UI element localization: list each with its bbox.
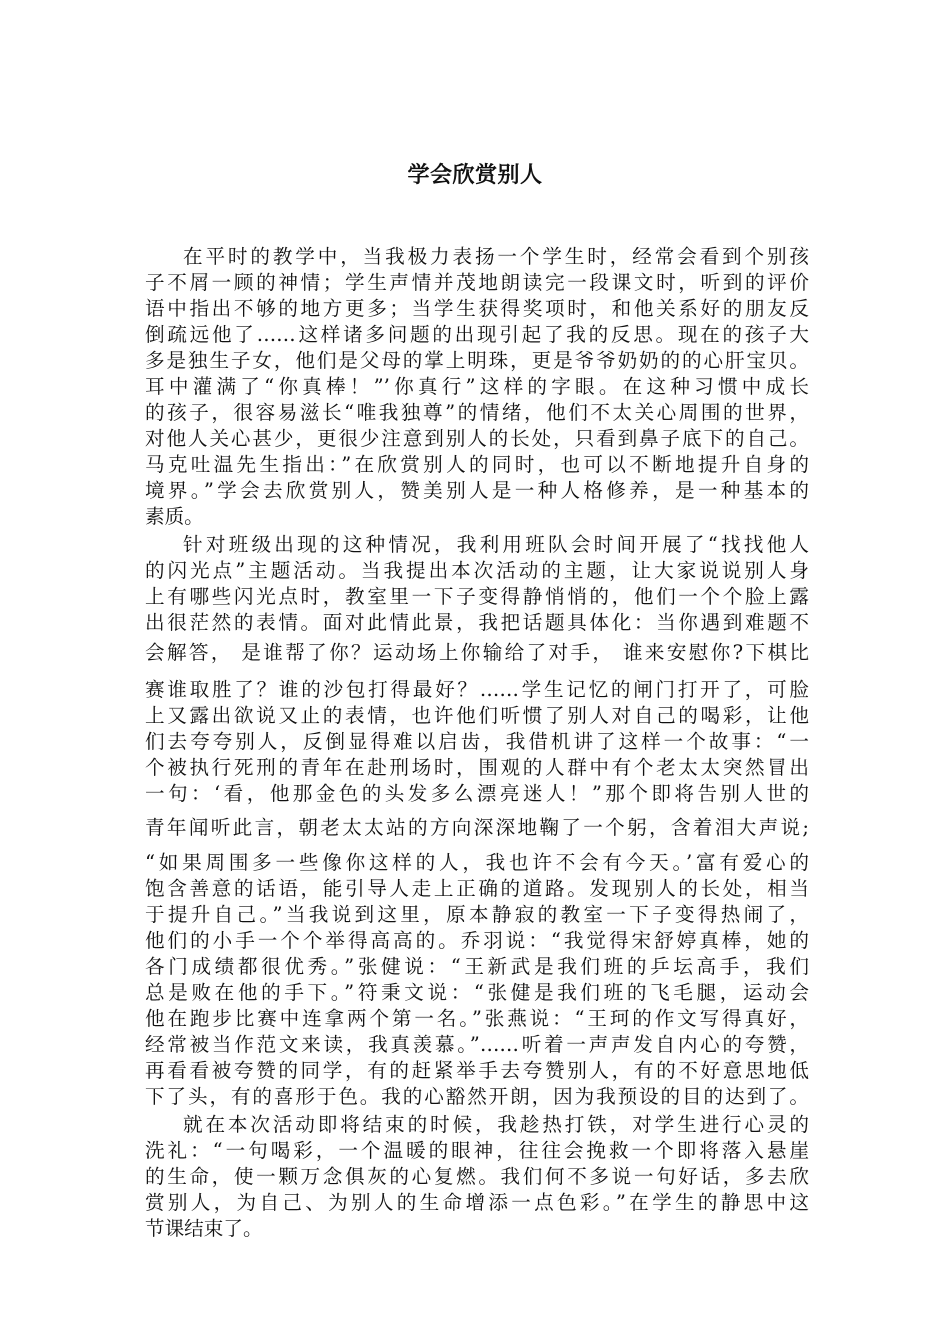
text-line: 的孩子，很容易滋长“唯我独尊”的情绪，他们不太关心周围的世界， bbox=[145, 401, 809, 424]
text-line: 节课结束了。 bbox=[145, 1217, 263, 1240]
text-line: 倒疏远他了……这样诸多问题的出现引起了我的反思。现在的孩子大 bbox=[145, 323, 809, 346]
text-line: 洗礼：“一句喝彩，一个温暖的眼神，往往会挽救一个即将落入悬崖 bbox=[145, 1139, 809, 1162]
text-line: 们去夸夸别人，反倒显得难以启齿，我借机讲了这样一个故事：“一 bbox=[145, 730, 809, 753]
text-line: 他们的小手一个个举得高高的。乔羽说：“我觉得宋舒婷真棒，她的 bbox=[145, 929, 809, 952]
text-line: 各门成绩都很优秀。”张健说：“王新武是我们班的乒坛高手，我们 bbox=[145, 955, 809, 978]
text-line: 就在本次活动即将结束的时候，我趁热打铁，对学生进行心灵的 bbox=[183, 1113, 809, 1136]
text-line: 素质。 bbox=[145, 505, 204, 528]
text-line: 下了头，有的喜形于色。我的心豁然开朗，因为我预设的目的达到了。 bbox=[145, 1085, 809, 1108]
text-line: 一句：‘看，他那金色的头发多么漂亮迷人！”那个即将告别人世的 bbox=[145, 782, 809, 805]
text-line: 多是独生子女，他们是父母的掌上明珠，更是爷爷奶奶的的心肝宝贝。 bbox=[145, 349, 809, 372]
text-line: 的生命，使一颗万念俱灰的心复燃。我们何不多说一句好话，多去欣 bbox=[145, 1165, 809, 1188]
text-line: 出很茫然的表情。面对此情此景，我把话题具体化：当你遇到难题不 bbox=[145, 611, 809, 634]
text-line: 他在跑步比赛中连拿两个第一名。”张燕说：“王珂的作文写得真好， bbox=[145, 1007, 809, 1030]
text-line: 马克吐温先生指出：”在欣赏别人的同时，也可以不断地提升自身的 bbox=[145, 453, 809, 476]
text-line: 赛谁取胜了？谁的沙包打得最好？……学生记忆的闸门打开了，可脸 bbox=[145, 678, 809, 701]
text-line: 耳中灌满了“你真棒！”’你真行”这样的字眼。在这种习惯中成长 bbox=[145, 375, 809, 398]
text-line: 于提升自己。”当我说到这里，原本静寂的教室一下子变得热闹了， bbox=[145, 903, 809, 926]
text-line: 经常被当作范文来读，我真羡慕。”……听着一声声发自内心的夸赞， bbox=[145, 1033, 809, 1056]
text-line: 的闪光点”主题活动。当我提出本次活动的主题，让大家说说别人身 bbox=[145, 559, 809, 582]
document-title: 学会欣赏别人 bbox=[407, 162, 543, 188]
text-line: 上又露出欲说又止的表情，也许他们听惯了别人对自己的喝彩，让他 bbox=[145, 704, 809, 727]
text-line: 会解答， 是谁帮了你？运动场上你输给了对手， 谁来安慰你?下棋比 bbox=[145, 641, 809, 664]
text-line: 赏别人，为自己、为别人的生命增添一点色彩。”在学生的静思中这 bbox=[145, 1191, 809, 1214]
text-line: 总是败在他的手下。”符秉文说：“张健是我们班的飞毛腿，运动会 bbox=[145, 981, 809, 1004]
text-line: 对他人关心甚少，更很少注意到别人的长处，只看到鼻子底下的自己。 bbox=[145, 427, 809, 450]
text-line: 再看看被夸赞的同学，有的赶紧举手去夸赞别人，有的不好意思地低 bbox=[145, 1059, 809, 1082]
text-line: 境界。”学会去欣赏别人，赞美别人是一种人格修养，是一种基本的 bbox=[145, 479, 809, 502]
text-line: 针对班级出现的这种情况，我利用班队会时间开展了“找找他人 bbox=[183, 533, 809, 556]
text-line: 在平时的教学中，当我极力表扬一个学生时，经常会看到个别孩 bbox=[183, 245, 809, 268]
text-line: 上有哪些闪光点时，教室里一下子变得静悄悄的，他们一个个脸上露 bbox=[145, 585, 809, 608]
text-line: 饱含善意的话语，能引导人走上正确的道路。发现别人的长处，相当 bbox=[145, 877, 809, 900]
text-line: “如果周围多一些像你这样的人，我也许不会有今天。’富有爱心的 bbox=[145, 851, 809, 874]
text-line: 语中指出不够的地方更多；当学生获得奖项时，和他关系好的朋友反 bbox=[145, 297, 809, 320]
text-line: 青年闻听此言，朝老太太站的方向深深地鞠了一个躬，含着泪大声说; bbox=[145, 816, 809, 839]
text-line: 个被执行死刑的青年在赴刑场时，围观的人群中有个老太太突然冒出 bbox=[145, 756, 809, 779]
text-line: 子不屑一顾的神情；学生声情并茂地朗读完一段课文时，听到的评价 bbox=[145, 271, 809, 294]
